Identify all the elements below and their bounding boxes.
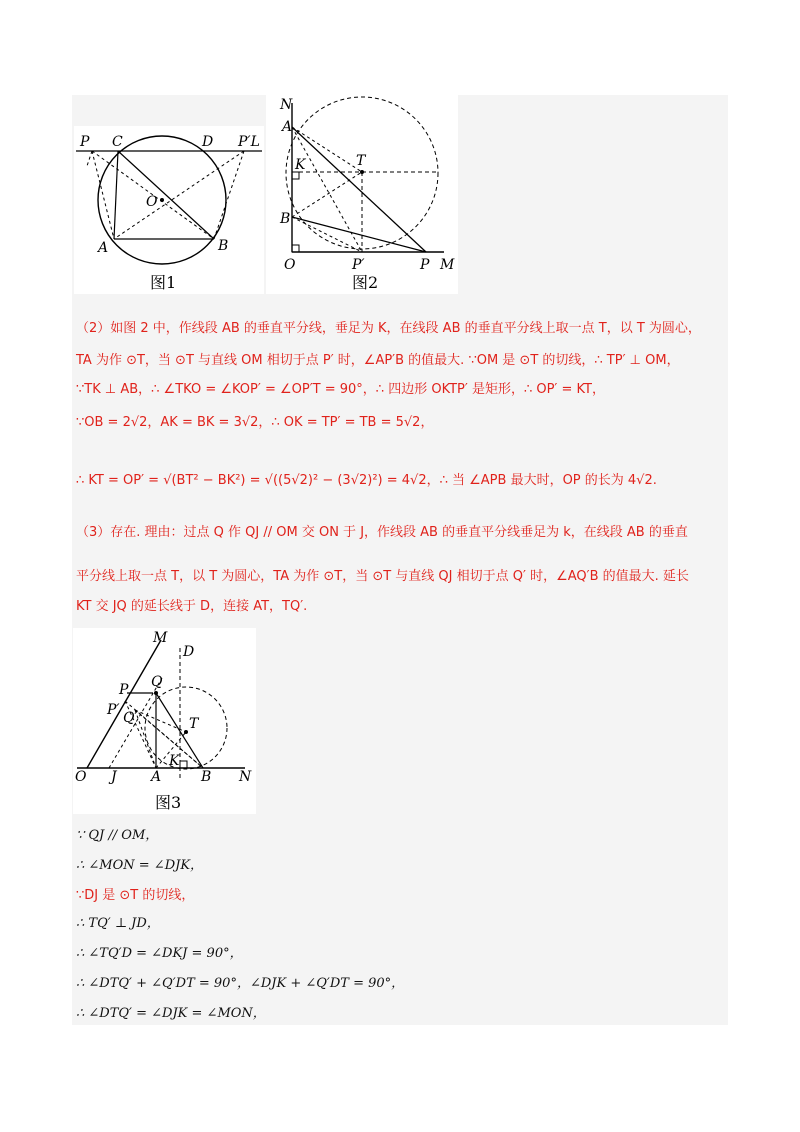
label-Pp: P′	[352, 257, 365, 273]
label-K: K	[295, 157, 306, 173]
text-line-9: ∵ QJ // OM，	[76, 828, 159, 843]
label-D: D	[202, 134, 214, 150]
label-K: K	[169, 753, 180, 769]
text-line-6: （3）存在. 理由：过点 Q 作 QJ // OM 交 ON 于 J，作线段 AB 的垂直平分线垂足为 k，在线段 AB 的垂直	[76, 525, 688, 540]
text-line-8: KT 交 JQ 的延长线于 D，连接 AT，TQ′.	[76, 599, 308, 614]
label-A: A	[98, 240, 109, 256]
text-line-14: ∴ ∠DTQ′ + ∠Q′DT = 90°，∠DJK + ∠Q′DT = 90°，	[76, 976, 405, 991]
text-line-1: （2）如图 2 中，作线段 AB 的垂直平分线，垂足为 K，在线段 AB 的垂直平分线上取一点 T，以 T 为圆心，	[76, 321, 701, 336]
label-N: N	[239, 769, 252, 785]
label-O: O	[284, 257, 296, 273]
text-line-3: ∵TK ⊥ AB，∴ ∠TKO = ∠KOP′ = ∠OP′T = 90°，∴ 四边形 OKTP′ 是矩形，∴ OP′ = KT，	[76, 382, 605, 397]
text-line-2: TA 为作 ⊙T，当 ⊙T 与直线 OM 相切于点 P′ 时，∠AP′B 的值最大. ∵OM 是 ⊙T 的切线，∴ TP′ ⊥ OM，	[76, 353, 680, 368]
label-Qp: Q′	[123, 710, 138, 726]
label-J: J	[111, 769, 117, 785]
label-M: M	[153, 630, 168, 646]
label-O: O	[146, 194, 158, 210]
label-T: T	[356, 153, 366, 169]
figure-1-caption: 图1	[150, 273, 177, 292]
label-C: C	[112, 134, 123, 150]
label-PL: P′L	[238, 134, 260, 150]
figure-3-caption: 图3	[155, 793, 182, 812]
figure-3	[73, 628, 256, 814]
label-P: P	[119, 682, 129, 698]
figure-2-caption: 图2	[352, 273, 379, 292]
text-line-15: ∴ ∠DTQ′ = ∠DJK = ∠MON，	[76, 1006, 266, 1021]
text-line-12: ∴ TQ′ ⊥ JD，	[76, 916, 160, 931]
figure-2	[266, 95, 458, 294]
figure-1	[74, 126, 264, 294]
text-line-11: ∵DJ 是 ⊙T 的切线，	[76, 888, 195, 903]
label-Pp: P′	[107, 702, 120, 718]
label-T: T	[189, 716, 199, 732]
label-A: A	[282, 119, 293, 135]
label-D: D	[183, 644, 195, 660]
label-M: M	[440, 257, 455, 273]
text-line-5: ∴ KT = OP′ = √(BT² − BK²) = √((5√2)² − (3√2)²) = 4√2，∴ 当 ∠APB 最大时，OP 的长为 4√2.	[76, 473, 657, 488]
label-P: P	[420, 257, 430, 273]
text-line-4: ∵OB = 2√2，AK = BK = 3√2，∴ OK = TP′ = TB = 5√2，	[76, 415, 434, 430]
label-B: B	[201, 769, 212, 785]
label-Q: Q	[151, 674, 163, 690]
label-P: P	[80, 134, 90, 150]
text-line-7: 平分线上取一点 T，以 T 为圆心，TA 为作 ⊙T，当 ⊙T 与直线 QJ 相切于点 Q′ 时，∠AQ′B 的值最大. 延长	[76, 569, 689, 584]
label-B: B	[218, 238, 229, 254]
label-B: B	[280, 211, 291, 227]
text-line-13: ∴ ∠TQ′D = ∠DKJ = 90°，	[76, 946, 243, 961]
label-N: N	[280, 97, 293, 113]
text-line-10: ∴ ∠MON = ∠DJK，	[76, 858, 204, 873]
label-O: O	[75, 769, 87, 785]
label-A: A	[151, 769, 162, 785]
